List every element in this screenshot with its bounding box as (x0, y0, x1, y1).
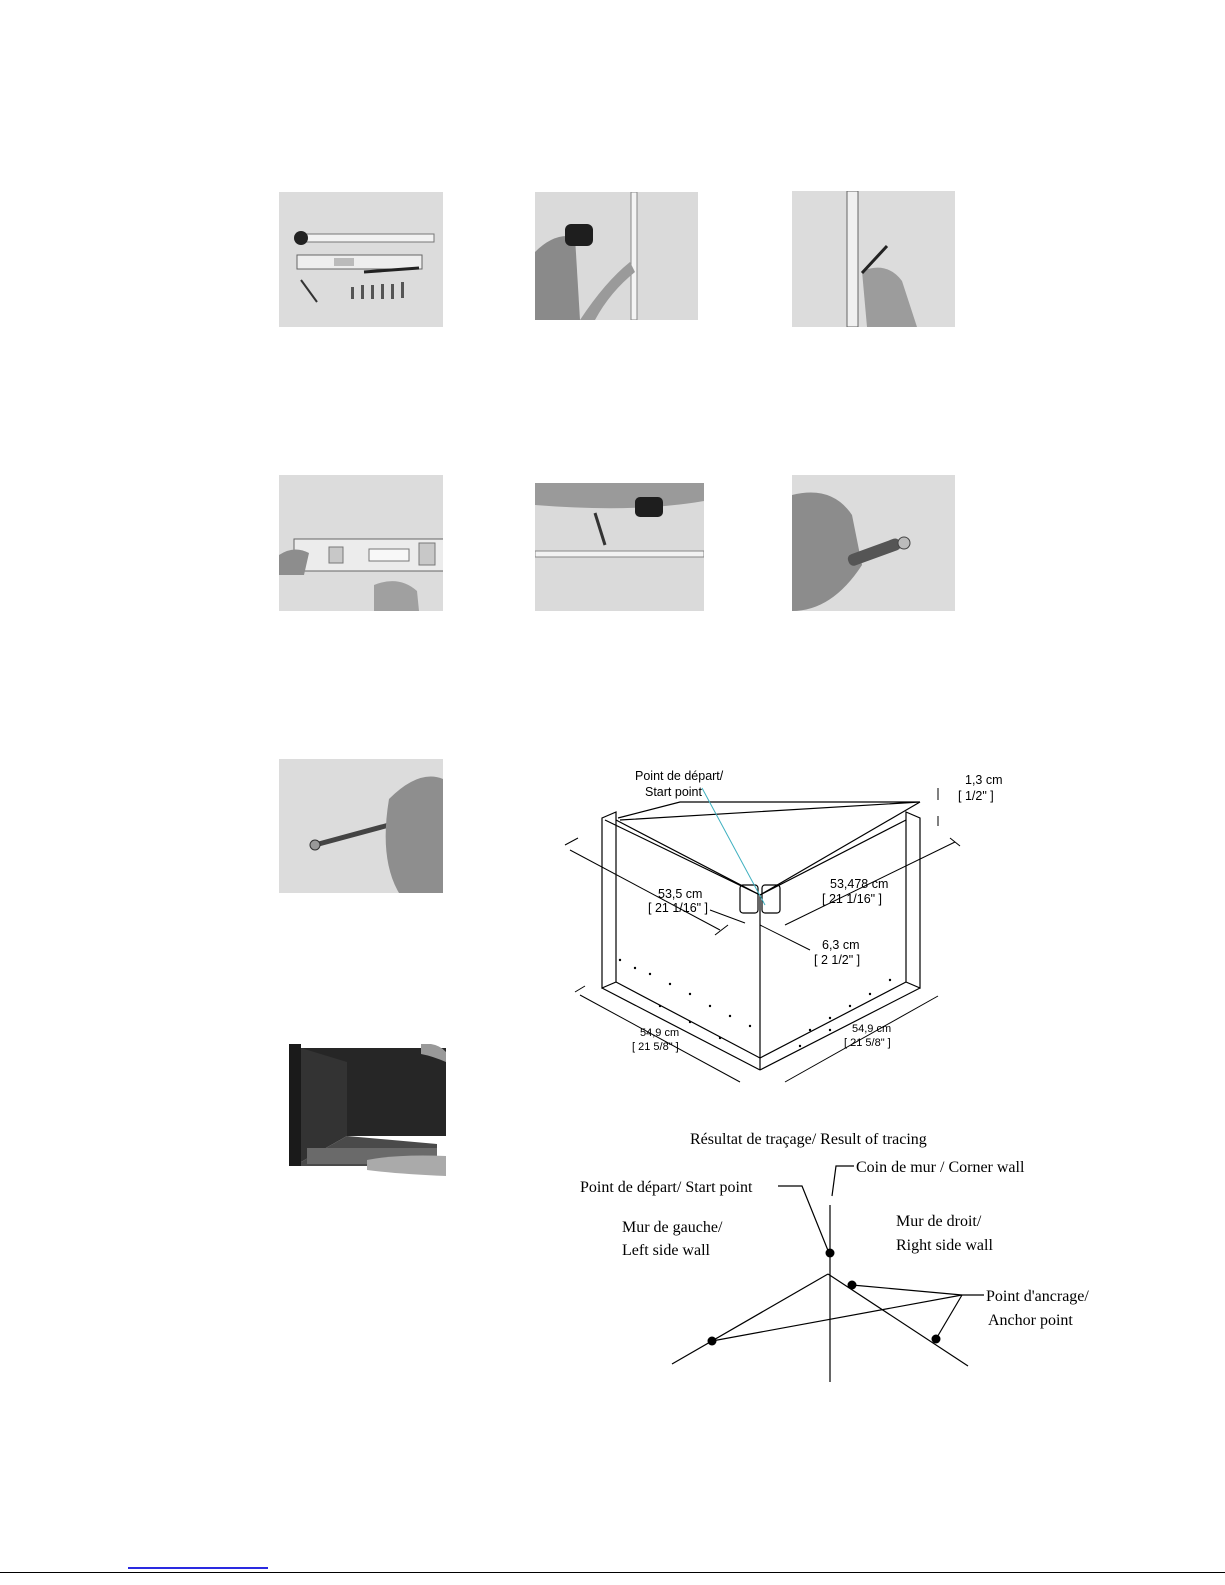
center-offset-cm: 6,3 cm (822, 938, 860, 952)
start-point-label-1: Point de départ/ (635, 769, 724, 783)
left-depth-in: [ 21 1/16" ] (648, 901, 709, 915)
tools-photo-icon (279, 192, 443, 327)
left-width-cm: 54,9 cm (640, 1027, 680, 1039)
dimension-diagram (560, 760, 1003, 1100)
right-depth-cm: 53,478 cm (830, 877, 889, 891)
tape-measure-photo (535, 192, 698, 320)
left-wall-label-1: Mur de gauche/ (622, 1219, 723, 1236)
right-wall-label-2: Right side wall (896, 1237, 993, 1254)
hood-photo-icon (287, 1044, 446, 1179)
left-wall-label-2: Left side wall (622, 1242, 710, 1259)
top-offset-in: [ 1/2" ] (958, 789, 994, 803)
top-offset-cm: 1,3 cm (965, 773, 1003, 787)
level-line-photo (279, 475, 443, 611)
start-point-label-2: Start point (645, 785, 702, 799)
screwdriver-photo-icon (279, 759, 443, 893)
left-depth-cm: 53,5 cm (658, 887, 703, 901)
right-wall-label-1: Mur de droit/ (896, 1213, 982, 1230)
tape-horizontal-photo-icon (535, 483, 704, 611)
right-depth-in: [ 21 1/16" ] (822, 892, 883, 906)
anchor-point-label-2: Anchor point (988, 1312, 1073, 1329)
anchor-point-label-1: Point d'ancrage/ (986, 1288, 1089, 1305)
left-width-in: [ 21 5/8" ] (632, 1041, 679, 1053)
mark-wall-photo (792, 191, 955, 327)
drill-photo-icon (792, 475, 955, 611)
footer-link-underline[interactable] (128, 1567, 268, 1569)
footer-rule (0, 1572, 1225, 1573)
tracing-start-point: Point de départ/ Start point (580, 1179, 753, 1196)
pencil-mark-photo-icon (792, 191, 955, 327)
tape-measure-photo-icon (535, 192, 698, 320)
screw-anchor-photo (279, 759, 443, 893)
tracing-corner-wall: Coin de mur / Corner wall (856, 1159, 1025, 1176)
tools-photo (279, 192, 443, 327)
right-width-in: [ 21 5/8" ] (844, 1037, 891, 1049)
level-photo-icon (279, 475, 443, 611)
hood-install-photo (287, 1044, 446, 1179)
measure-horizontal-photo (535, 483, 704, 611)
right-width-cm: 54,9 cm (852, 1023, 892, 1035)
tracing-diagram (570, 1120, 1130, 1390)
center-offset-in: [ 2 1/2" ] (814, 953, 861, 967)
tracing-title: Résultat de traçage/ Result of tracing (690, 1131, 927, 1148)
drill-hole-photo (792, 475, 955, 611)
